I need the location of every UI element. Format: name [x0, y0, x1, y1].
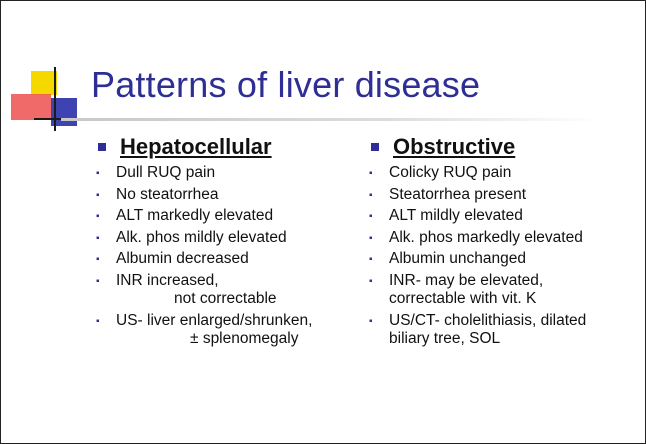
small-dot-bullet-icon: ▪: [369, 168, 373, 179]
bullet-list: [369, 164, 641, 348]
list-item: ▪ Alk. phos mildly elevated: [96, 228, 287, 246]
small-dot-bullet-icon: ▪: [369, 254, 373, 266]
small-dot-bullet-icon: ▪: [96, 232, 100, 244]
list-item: ▪ US/CT- cholelithiasis, dilated biliary tree, SOL: [369, 311, 587, 347]
bullet-list: [96, 164, 361, 348]
horizontal-line-decoration: [34, 118, 64, 120]
title-underline-rule: [61, 118, 601, 121]
column-heading-text: Obstructive: [393, 134, 516, 159]
small-dot-bullet-icon: ▪: [369, 315, 373, 327]
vertical-line-decoration: [54, 67, 56, 131]
list-item: ▪ Steatorrhea present: [369, 185, 527, 203]
small-dot-bullet-icon: ▪: [369, 189, 373, 201]
list-item: ▪ Dull RUQ pain: [96, 164, 216, 181]
list-item: ▪ INR- may be elevated, correctable with vit. K: [369, 271, 544, 307]
small-dot-bullet-icon: ▪: [96, 211, 100, 223]
column-obstructive: [369, 132, 641, 351]
small-dot-bullet-icon: ▪: [369, 211, 373, 223]
list-item: ▪ ALT markedly elevated: [96, 207, 274, 225]
list-item: ▪ US- liver enlarged/shrunken, ± splenomegaly: [96, 311, 313, 347]
column-heading: [96, 132, 361, 162]
list-item: ▪ Colicky RUQ pain: [369, 164, 512, 181]
slide-title: Patterns of liver disease: [91, 64, 481, 105]
list-item: ▪ INR increased, not correctable: [96, 271, 277, 307]
square-bullet-icon: [98, 143, 106, 151]
small-dot-bullet-icon: ▪: [96, 315, 100, 327]
red-square-decoration: [11, 94, 51, 120]
list-item: ▪ Alk. phos markedly elevated: [369, 228, 583, 246]
small-dot-bullet-icon: ▪: [96, 275, 100, 287]
small-dot-bullet-icon: ▪: [96, 168, 100, 179]
small-dot-bullet-icon: ▪: [96, 254, 100, 266]
small-dot-bullet-icon: ▪: [369, 232, 373, 244]
square-bullet-icon: [371, 143, 379, 151]
column-heading: [369, 132, 641, 162]
list-item: ▪ ALT mildly elevated: [369, 207, 523, 225]
list-item: ▪ Albumin unchanged: [369, 250, 527, 268]
list-item: ▪ No steatorrhea: [96, 185, 219, 203]
column-heading-text: Hepatocellular: [120, 134, 272, 159]
small-dot-bullet-icon: ▪: [369, 275, 373, 287]
small-dot-bullet-icon: ▪: [96, 189, 100, 201]
column-hepatocellular: [96, 132, 361, 351]
list-item: ▪ Albumin decreased: [96, 250, 249, 268]
